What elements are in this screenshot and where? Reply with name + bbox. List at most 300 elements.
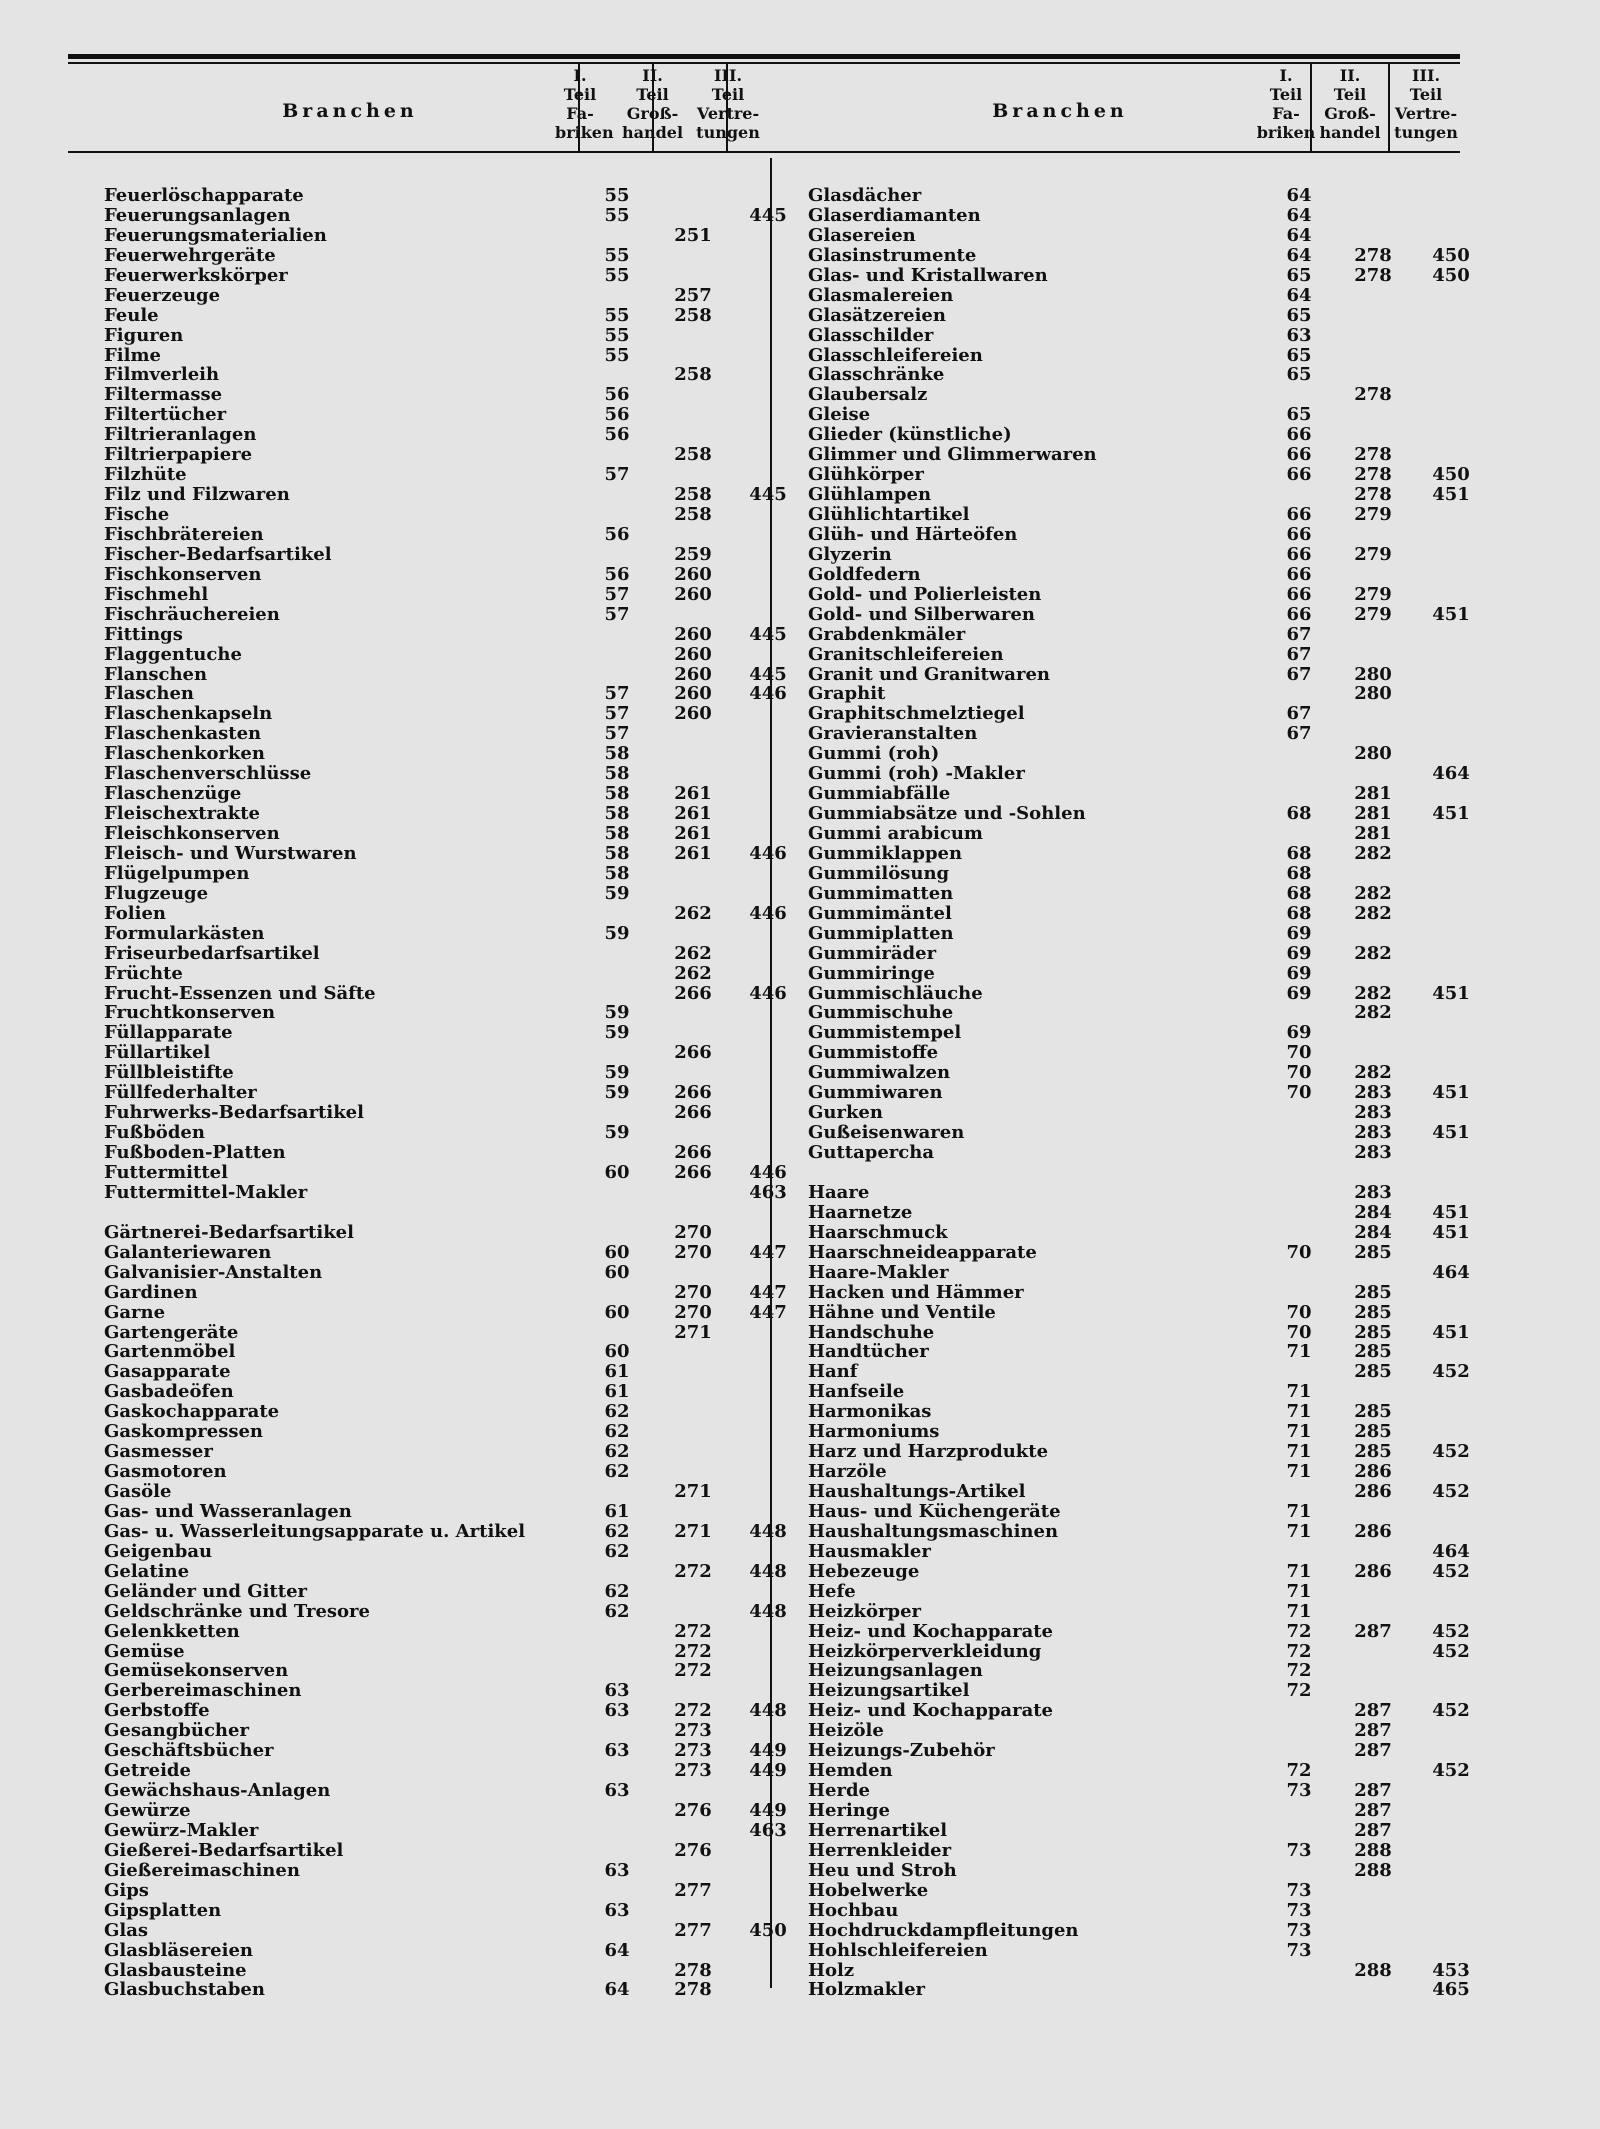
index-entry-name: Glyzerin [808,543,892,565]
page-grosshandel: 270 [674,1301,712,1323]
page-fabriken: 66 [1286,583,1312,605]
page-fabriken: 64 [1286,185,1312,206]
page-grosshandel: 282 [1354,842,1392,864]
index-entry-name: Flaschenverschlüsse [104,763,312,785]
index-entry-name: Haarnetze [808,1201,913,1223]
page-fabriken: 66 [1286,444,1312,466]
index-row [104,445,824,465]
index-row [104,1402,824,1422]
page-grosshandel: 282 [1354,1062,1392,1084]
index-row [104,385,824,405]
page-vertretungen: 464 [1432,1540,1470,1562]
index-row [104,625,824,645]
index-row [104,1721,824,1741]
index-entry-name: Gummiplatten [808,922,954,944]
page-fabriken: 73 [1286,1899,1312,1921]
index-row [808,545,1508,565]
index-entry-name: Heizungsartikel [808,1680,970,1702]
page-grosshandel: 285 [1354,1301,1392,1323]
page-fabriken: 64 [1286,244,1312,266]
index-entry-name: Futtermittel [104,1161,228,1183]
index-row [808,525,1508,545]
index-entry-name: Glasdächer [808,185,922,206]
index-entry-name: Holz [808,1959,855,1981]
index-row [104,1522,824,1542]
index-entry-name: Gummiwaren [808,1082,943,1104]
index-row [808,665,1508,685]
index-row [104,585,824,605]
index-row [104,1323,824,1343]
index-row [104,1043,824,1063]
page-fabriken: 71 [1286,1401,1312,1423]
index-entry-name: Geldschränke und Tresore [104,1600,370,1622]
index-entry-name: Feuerwerkskörper [104,264,288,286]
page-fabriken: 71 [1286,1560,1312,1582]
index-entry-name: Fuhrwerks-Bedarfsartikel [104,1102,364,1124]
page-grosshandel: 287 [1354,1780,1392,1802]
page-fabriken: 58 [604,803,630,825]
page-grosshandel: 282 [1354,902,1392,924]
index-entry-name: Feuerwehrgeräte [104,244,276,266]
index-entry-name: Gips [104,1879,149,1901]
index-row [808,1961,1508,1981]
page-fabriken: 58 [604,823,630,844]
index-row [808,964,1508,984]
index-entry-name: Gasöle [104,1481,172,1502]
index-row [104,1502,824,1522]
page-fabriken: 70 [1286,1301,1312,1323]
index-entry-name: Früchte [104,962,183,984]
page-fabriken: 68 [1286,803,1312,825]
page-fabriken: 62 [604,1441,630,1463]
page-grosshandel: 281 [1354,823,1392,844]
page-vertretungen: 451 [1432,1221,1470,1243]
page-fabriken: 66 [1286,504,1312,525]
page-vertretungen: 445 [749,663,787,685]
index-entry-name: Gießereimaschinen [104,1859,300,1881]
index-row [808,1382,1508,1402]
index-entry-name: Hausmakler [808,1540,931,1562]
page-vertretungen: 445 [749,204,787,226]
page-fabriken: 68 [1286,842,1312,864]
page-fabriken: 61 [604,1361,630,1383]
index-entry-name: Folien [104,902,167,924]
index-entry-name: Hanf [808,1361,858,1383]
page-fabriken: 55 [604,185,630,206]
page-fabriken: 71 [1286,1500,1312,1522]
page-vertretungen: 453 [1432,1959,1470,1981]
index-row [104,1163,824,1183]
page-vertretungen: 452 [1432,1640,1470,1662]
page-vertretungen: 449 [749,1800,787,1821]
index-row [104,1801,824,1821]
page-grosshandel: 271 [674,1520,712,1542]
page-vertretungen: 450 [1432,244,1470,266]
index-row [104,1681,824,1701]
page-vertretungen: 450 [1432,264,1470,286]
index-entry-name: Haare [808,1181,870,1203]
index-entry-name: Fleischkonserven [104,823,280,844]
index-row [104,1941,824,1961]
index-row [808,565,1508,585]
index-row [104,1442,824,1462]
page-fabriken: 62 [604,1461,630,1483]
page-fabriken: 69 [1286,942,1312,964]
index-entry-name: Gummischuhe [808,1002,954,1024]
index-row [104,206,824,226]
page-fabriken: 73 [1286,1919,1312,1941]
index-entry-name: Gasmesser [104,1441,213,1463]
index-row [104,824,824,844]
page-grosshandel: 285 [1354,1281,1392,1303]
page-grosshandel: 272 [674,1560,712,1582]
index-row [104,1881,824,1901]
index-entry-name: Glasbausteine [104,1959,247,1981]
index-entry-name: Fischmehl [104,583,209,605]
page-grosshandel: 266 [674,982,712,1004]
page-fabriken: 59 [604,1122,630,1144]
page-grosshandel: 278 [1354,484,1392,506]
page-fabriken: 73 [1286,1879,1312,1901]
index-row [104,1961,824,1981]
page-grosshandel: 266 [674,1082,712,1104]
index-row [808,1323,1508,1343]
index-row [808,1482,1508,1502]
page-vertretungen: 464 [1432,763,1470,785]
page-fabriken: 62 [604,1600,630,1622]
index-row [808,405,1508,425]
index-entry-name: Heizungs-Zubehör [808,1740,995,1762]
index-entry-name: Glühlichtartikel [808,504,970,525]
index-entry-name: Hobelwerke [808,1879,929,1901]
page-grosshandel: 272 [674,1620,712,1642]
index-entry-name: Filmverleih [104,364,220,386]
header-col3-right: III. Teil Vertre- tungen [1394,66,1458,142]
page-fabriken: 68 [1286,902,1312,924]
page-grosshandel: 278 [1354,444,1392,466]
index-row [104,964,824,984]
index-entry-name: Glimmer und Glimmerwaren [808,444,1097,466]
index-row [808,645,1508,665]
index-entry-name: Granitschleifereien [808,643,1004,665]
page-grosshandel: 286 [1354,1520,1392,1542]
page-fabriken: 62 [604,1540,630,1562]
index-entry-name: Galanteriewaren [104,1241,272,1263]
page-grosshandel: 276 [674,1800,712,1821]
page-grosshandel: 287 [1354,1620,1392,1642]
page-vertretungen: 450 [749,1919,787,1941]
index-entry-name: Gerbereimaschinen [104,1680,302,1702]
page-grosshandel: 259 [674,543,712,565]
index-row [808,1063,1508,1083]
index-entry-name: Gärtnerei-Bedarfsartikel [104,1221,354,1243]
page-fabriken: 71 [1286,1461,1312,1483]
page-vertretungen: 445 [749,623,787,645]
page-grosshandel: 266 [674,1042,712,1064]
index-entry-name: Geschäftsbücher [104,1740,274,1762]
index-row [808,744,1508,764]
index-row [808,1721,1508,1741]
index-row [808,804,1508,824]
page-grosshandel: 258 [674,504,712,525]
index-row [808,1422,1508,1442]
page-fabriken: 70 [1286,1062,1312,1084]
page-vertretungen: 451 [1432,1321,1470,1343]
page-fabriken: 62 [604,1520,630,1542]
index-entry-name: Gummistoffe [808,1042,939,1064]
index-entry-name: Fittings [104,623,183,645]
index-row [104,365,824,385]
page-fabriken: 65 [1286,364,1312,386]
page-fabriken: 71 [1286,1341,1312,1363]
index-entry-name: Glieder (künstliche) [808,424,1012,446]
index-entry-name: Haarschneideapparate [808,1241,1037,1263]
index-entry-name: Gaskochapparate [104,1401,280,1423]
page-grosshandel: 270 [674,1281,712,1303]
index-row [808,1701,1508,1721]
index-entry-name: Glasschilder [808,324,934,346]
index-entry-name: Flaschenkorken [104,743,265,765]
page-fabriken: 66 [1286,464,1312,486]
index-row [104,864,824,884]
index-row [808,1283,1508,1303]
index-entry-name: Gewächshaus-Anlagen [104,1780,331,1802]
index-row [104,405,824,425]
index-row [808,904,1508,924]
index-row [808,346,1508,366]
index-row [104,1761,824,1781]
page-grosshandel: 262 [674,962,712,984]
index-row [104,704,824,724]
index-row [808,206,1508,226]
index-row [104,1602,824,1622]
index-row [104,1821,824,1841]
index-row [104,1003,824,1023]
page-grosshandel: 260 [674,703,712,725]
page-fabriken: 63 [604,1780,630,1802]
page-fabriken: 62 [604,1421,630,1443]
page-grosshandel: 287 [1354,1819,1392,1841]
page-fabriken: 73 [1286,1780,1312,1802]
page-grosshandel: 284 [1354,1221,1392,1243]
page-vertretungen: 447 [749,1241,787,1263]
index-entry-name: Gardinen [104,1281,198,1303]
index-row [104,605,824,625]
page-fabriken: 58 [604,783,630,805]
index-entry-name: Gemüsekonserven [104,1660,289,1682]
index-entry-name: Gas- u. Wasserleitungsapparate u. Artikel [104,1520,526,1542]
page-grosshandel: 283 [1354,1181,1392,1203]
index-entry-name: Flaggentuche [104,643,242,665]
index-entry-name: Holzmakler [808,1979,926,2001]
page-vertretungen: 450 [1432,464,1470,486]
index-entry-name: Gravieranstalten [808,723,978,745]
page-fabriken: 57 [604,464,630,486]
index-row [104,944,824,964]
index-row [808,385,1508,405]
index-entry-name: Filtertücher [104,404,227,426]
index-row [808,1362,1508,1382]
index-row [808,704,1508,724]
page-fabriken: 59 [604,1002,630,1024]
index-entry-name: Harmonikas [808,1401,932,1423]
page-grosshandel: 277 [674,1879,712,1901]
index-row [808,1243,1508,1263]
page-vertretungen: 447 [749,1281,787,1303]
index-entry-name: Gaskompressen [104,1421,264,1443]
page-fabriken: 61 [604,1500,630,1522]
page-grosshandel: 260 [674,663,712,685]
index-entry-name: Gummimäntel [808,902,952,924]
index-row [104,1243,824,1263]
index-entry-name: Gelatine [104,1560,190,1582]
index-row [808,1861,1508,1881]
index-entry-name: Gasbadeöfen [104,1381,234,1403]
index-row [808,306,1508,326]
index-row [104,1980,824,2000]
index-entry-name: Heizöle [808,1720,884,1742]
header-branchen-left: Branchen [282,100,418,122]
index-entry-name: Harzöle [808,1461,887,1483]
index-row [808,1303,1508,1323]
page-grosshandel: 262 [674,902,712,924]
index-row [104,1103,824,1123]
page-fabriken: 55 [604,324,630,346]
page-grosshandel: 287 [1354,1720,1392,1742]
page-grosshandel: 258 [674,484,712,506]
page-vertretungen: 448 [749,1560,787,1582]
page-vertretungen: 451 [1432,982,1470,1004]
page-vertretungen: 451 [1432,484,1470,506]
index-row [808,1003,1508,1023]
page-grosshandel: 285 [1354,1341,1392,1363]
index-entry-name: Gummischläuche [808,982,983,1004]
index-entry-name: Glasbuchstaben [104,1979,265,2001]
index-row [104,1482,824,1502]
index-entry-name: Herrenkleider [808,1839,952,1861]
index-row [104,884,824,904]
page-grosshandel: 285 [1354,1421,1392,1443]
page-fabriken: 63 [604,1740,630,1762]
page-fabriken: 68 [1286,862,1312,884]
index-row [104,784,824,804]
header-col2-left: II. Teil Groß- handel [621,66,684,142]
index-entry-name: Gummi (roh) [808,743,940,765]
page-fabriken: 64 [1286,284,1312,306]
page-vertretungen: 463 [749,1819,787,1841]
index-entry-name: Handschuhe [808,1321,935,1343]
page-grosshandel: 278 [674,1959,712,1981]
index-row [808,226,1508,246]
index-row [808,1941,1508,1961]
index-entry-name: Gummistempel [808,1022,962,1044]
index-entry-name: Gurken [808,1102,883,1124]
index-row [808,1402,1508,1422]
page-grosshandel: 288 [1354,1959,1392,1981]
index-entry-name: Füllfederhalter [104,1082,257,1104]
index-entry-name: Glasbläsereien [104,1939,253,1961]
index-entry-name: Haus- und Küchengeräte [808,1500,1061,1522]
index-row [104,1741,824,1761]
index-entry-name: Gartengeräte [104,1321,239,1343]
index-row [808,944,1508,964]
index-row [808,266,1508,286]
index-row [104,545,824,565]
page-fabriken: 67 [1286,663,1312,685]
index-row [808,365,1508,385]
index-entry-name: Feuerzeuge [104,284,221,306]
index-row [808,824,1508,844]
page-grosshandel: 283 [1354,1142,1392,1163]
page-grosshandel: 277 [674,1919,712,1941]
index-row [808,1023,1508,1043]
page-fabriken: 73 [1286,1939,1312,1961]
page-grosshandel: 285 [1354,1241,1392,1263]
page-fabriken: 59 [604,922,630,944]
page-grosshandel: 272 [674,1640,712,1662]
index-row [808,1881,1508,1901]
page-fabriken: 55 [604,204,630,226]
index-entry-name: Harmoniums [808,1421,940,1443]
index-row [104,1342,824,1362]
page-grosshandel: 282 [1354,1002,1392,1024]
index-row [104,266,824,286]
page-vertretungen: 452 [1432,1361,1470,1383]
index-row [808,864,1508,884]
index-entry-name: Gußeisenwaren [808,1122,965,1144]
page-fabriken: 65 [1286,304,1312,326]
page-fabriken: 71 [1286,1441,1312,1463]
page-grosshandel: 284 [1354,1201,1392,1223]
index-row [104,1562,824,1582]
page-fabriken: 59 [604,1062,630,1084]
index-entry-name: Gartenmöbel [104,1341,236,1363]
index-entry-name: Heizkörper [808,1600,922,1622]
page-vertretungen: 452 [1432,1700,1470,1722]
page-grosshandel: 261 [674,842,712,864]
index-row [104,645,824,665]
page-fabriken: 70 [1286,1241,1312,1263]
page-grosshandel: 273 [674,1720,712,1742]
page-grosshandel: 286 [1354,1461,1392,1483]
page-grosshandel: 280 [1354,663,1392,685]
page-grosshandel: 281 [1354,783,1392,805]
page-fabriken: 58 [604,743,630,765]
page-fabriken: 69 [1286,982,1312,1004]
index-row [808,1562,1508,1582]
index-row [808,1083,1508,1103]
page-vertretungen: 452 [1432,1481,1470,1502]
page-vertretungen: 463 [749,1181,787,1203]
index-entry-name: Gummiwalzen [808,1062,951,1084]
index-entry-name: Gummiabsätze und -Sohlen [808,803,1086,825]
index-row [104,485,824,505]
index-entry-name: Glühlampen [808,484,932,506]
page-grosshandel: 287 [1354,1740,1392,1762]
index-row [104,684,824,704]
index-row [104,1083,824,1103]
index-row [104,1901,824,1921]
page-fabriken: 67 [1286,643,1312,665]
index-entry-name: Haushaltungs-Artikel [808,1481,1026,1502]
index-row [104,226,824,246]
page-grosshandel: 273 [674,1740,712,1762]
page-fabriken: 69 [1286,962,1312,984]
page-fabriken: 55 [604,264,630,286]
index-row [104,1063,824,1083]
page-fabriken: 55 [604,344,630,366]
index-entry-name: Heiz- und Kochapparate [808,1620,1053,1642]
